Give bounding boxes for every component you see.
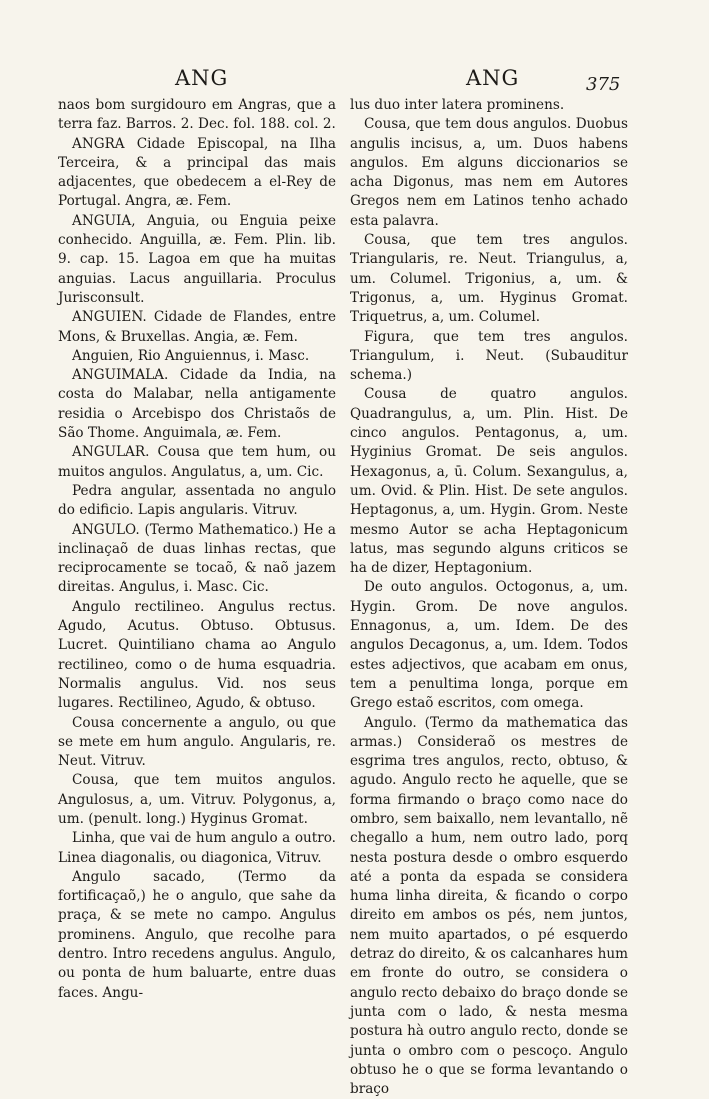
entry-paragraph: ANGUIMALA. Cidade da India, na costa do Malabar, nella antigamente residia o Arcebispo dos Christaõs de São Thome. Anguimala, æ. Fem. <box>58 366 336 443</box>
entry-paragraph: Cousa concernente a angulo, ou que se mete em hum angulo. Angularis, re. Neut. Vitruv. <box>58 714 336 772</box>
entry-paragraph: ANGULAR. Cousa que tem hum, ou muitos angulos. Angulatus, a, um. Cic. <box>58 443 336 482</box>
page-number: 375 <box>586 74 620 95</box>
entry-paragraph: Pedra angular, assentada no angulo do edificio. Lapis angularis. Vitruv. <box>58 482 336 521</box>
entry-paragraph: Angulo. (Termo da mathematica das armas.) Consideraõ os mestres de esgrima tres angulos, recto, obtuso, & agudo. Angulo recto he aquelle, que se forma firmando o braço como nace do ombro, sem baixallo, nem levantallo, nẽ chegallo a hum, nem outro lado, porq nesta postura desde o ombro esquerdo até a ponta da espada se considera huma linha direita, & ficando o corpo direito em ambos os pés, nem juntos, nem muito apartados, o pé esquerdo detraz do direito, & os calcanhares hum em fronte do outro, se considera o angulo recto debaixo do braço donde se junta com o lado, & nesta mesma postura hà outro angulo recto, donde se junta o ombro com o pescoço. Angulo obtuso he o que se forma levantando o braço <box>350 714 628 1099</box>
entry-paragraph: Cousa, que tem dous angulos. Duobus angulis incisus, a, um. Duos habens angulos. Em alguns diccionarios se acha Digonus, mas nem em Autores Gregos nem em Latinos tenho achado esta palavra. <box>350 115 628 231</box>
entry-paragraph: Linha, que vai de hum angulo a outro. Linea diagonalis, ou diagonica, Vitruv. <box>58 829 336 868</box>
entry-paragraph: ANGUIA, Anguia, ou Enguia peixe conhecido. Anguilla, æ. Fem. Plin. lib. 9. cap. 15. Lagoa em que ha muitas anguias. Lacus anguillaria. Proculus Jurisconsult. <box>58 212 336 308</box>
header-left-keyword: ANG <box>175 66 228 90</box>
entry-paragraph: Cousa de quatro angulos. Quadrangulus, a, um. Plin. Hist. De cinco angulos. Pentagonus, a, um. Hyginius Gromat. De seis angulos. Hexagonus, a, ū. Colum. Sexangulus, a, um. Ovid. & Plin. Hist. De sete angulos. Heptagonus, a, um. Hygin. Grom. Neste mesmo Autor se acha Heptagonicum latus, mas segundo alguns criticos se ha de dizer, Heptagonium. <box>350 385 628 578</box>
entry-paragraph: ANGULO. (Termo Mathematico.) He a inclinaçaõ de duas linhas rectas, que reciprocamente se tocaõ, & naõ jazem direitas. Angulus, i. Masc. Cic. <box>58 521 336 598</box>
entry-paragraph: lus duo inter latera prominens. <box>350 96 628 115</box>
left-column <box>58 96 336 1003</box>
entry-paragraph: naos bom surgidouro em Angras, que a terra faz. Barros. 2. Dec. fol. 188. col. 2. <box>58 96 336 135</box>
entry-paragraph: Anguien, Rio Anguiennus, i. Masc. <box>58 347 336 366</box>
entry-paragraph: ANGRA Cidade Episcopal, na Ilha Terceira, & a principal das mais adjacentes, que obedecem a el-Rey de Portugal. Angra, æ. Fem. <box>58 135 336 212</box>
entry-paragraph: Cousa, que tem muitos angulos. Angulosus, a, um. Vitruv. Polygonus, a, um. (penult. long.) Hyginus Gromat. <box>58 771 336 829</box>
header-right-keyword: ANG <box>466 66 519 90</box>
entry-paragraph: Angulo sacado, (Termo da fortificaçaõ,) he o angulo, que sahe da praça, & se mete no campo. Angulus prominens. Angulo, que recolhe para dentro. Intro recedens angulus. Angulo, ou ponta de hum baluarte, entre duas faces. Angu- <box>58 868 336 1003</box>
entry-paragraph: Angulo rectilineo. Angulus rectus. Agudo, Acutus. Obtuso. Obtusus. Lucret. Quintiliano chama ao Angulo rectilineo, como o de huma esquadria. Normalis angulus. Vid. nos seus lugares. Rectilineo, Agudo, & obtuso. <box>58 598 336 714</box>
right-column <box>350 96 628 1099</box>
entry-paragraph: De outo angulos. Octogonus, a, um. Hygin. Grom. De nove angulos. Ennagonus, a, um. Idem. De des angulos Decagonus, a, um. Idem. Todos estes adjectivos, que acabam em onus, tem a penultima longa, porque em Grego estaõ escritos, com omega. <box>350 578 628 713</box>
entry-paragraph: ANGUIEN. Cidade de Flandes, entre Mons, & Bruxellas. Angia, æ. Fem. <box>58 308 336 347</box>
entry-paragraph: Figura, que tem tres angulos. Triangulum, i. Neut. (Subauditur schema.) <box>350 328 628 386</box>
running-header <box>0 62 709 96</box>
entry-paragraph: Cousa, que tem tres angulos. Triangularis, re. Neut. Triangulus, a, um. Columel. Trigonius, a, um. & Trigonus, a, um. Hyginus Gromat. Triquetrus, a, um. Columel. <box>350 231 628 327</box>
